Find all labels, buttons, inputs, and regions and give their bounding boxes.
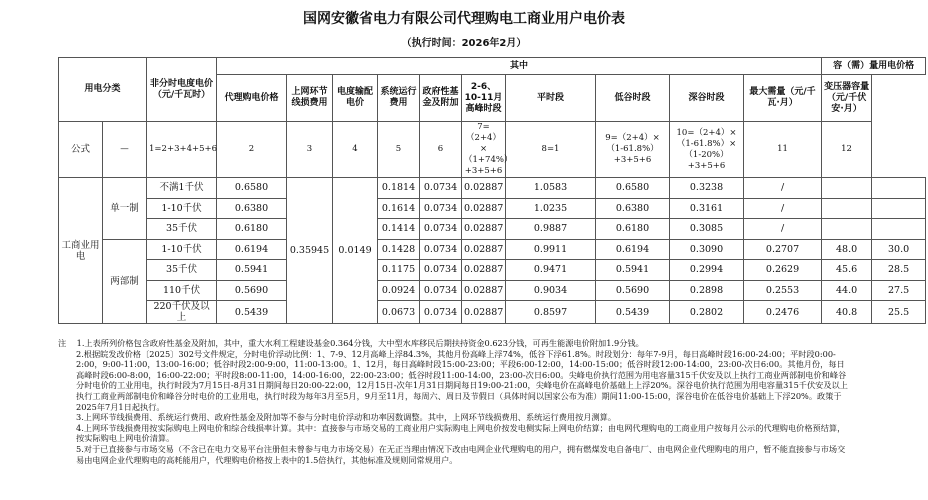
flat-price-cell: 0.5439 <box>596 301 670 324</box>
non-tou-price-cell: 0.6580 <box>217 178 287 199</box>
header-peak: 2-6、10-11月高峰时段 <box>462 75 506 122</box>
transmission-price-cell: 0.0673 <box>378 301 420 324</box>
valley-price-cell: 0.3238 <box>670 178 744 199</box>
system-cost-cell: 0.0734 <box>420 198 462 219</box>
price-table <box>58 57 926 324</box>
gov-fund-cell: 0.02887 <box>462 301 506 324</box>
header-category: 用电分类 <box>59 58 147 122</box>
voltage-level-cell: 1-10千伏 <box>147 198 217 219</box>
transformer-capacity-cell <box>872 198 926 219</box>
peak-price-cell: 0.9034 <box>506 280 596 301</box>
note-5: 5.对于已直接参与市场交易（不含已在电力交易平台注册但未曾参与电力市场交易）在无正当理由情况下改由电网企业代理购电的用户，拥有燃煤发电自备电厂、由电网企业代理购电的用户，暂不能直接参与市场交易由电网企业代理购电的高耗能用户，代理购电价格按上表中的1.5倍执行，其他标准及规则同常规用户。 <box>76 443 846 465</box>
transmission-price-cell: 0.1175 <box>378 260 420 281</box>
table-row <box>59 178 926 199</box>
system-cost-cell: 0.0734 <box>420 301 462 324</box>
note-1: 注 1.上表所列价格包含政府性基金及附加，其中，重大水利工程建设基金0.364分钱，大中型水库移民后期扶持资金0.623分钱，可再生能源电价附加1.9分钱。 <box>58 338 644 348</box>
deep-valley-price-cell: / <box>744 178 822 199</box>
system-cost-cell: 0.0734 <box>420 260 462 281</box>
dual-system-cell: 两部制 <box>103 239 147 324</box>
non-tou-price-cell: 0.6380 <box>217 198 287 219</box>
voltage-level-cell: 110千伏 <box>147 280 217 301</box>
formula-voltage: — <box>103 122 147 178</box>
header-non-tou-price: 非分时电度电价（元/千瓦时） <box>147 58 217 122</box>
table-row <box>59 260 926 281</box>
formula-c6: 6 <box>420 122 462 178</box>
header-deep-valley: 深谷时段 <box>670 75 744 122</box>
max-demand-cell <box>822 198 872 219</box>
system-cost-cell: 0.0734 <box>420 219 462 240</box>
valley-price-cell: 0.3161 <box>670 198 744 219</box>
max-demand-cell <box>822 219 872 240</box>
max-demand-cell: 40.8 <box>822 301 872 324</box>
max-demand-cell: 48.0 <box>822 239 872 260</box>
header-flat: 平时段 <box>506 75 596 122</box>
gov-fund-cell: 0.02887 <box>462 198 506 219</box>
non-tou-price-cell: 0.5941 <box>217 260 287 281</box>
peak-price-cell: 0.9471 <box>506 260 596 281</box>
transmission-price-cell: 0.1414 <box>378 219 420 240</box>
system-cost-cell: 0.0734 <box>420 239 462 260</box>
formula-row <box>59 122 926 178</box>
header-transmission-price: 电度输配电价 <box>333 75 378 122</box>
valley-price-cell: 0.2802 <box>670 301 744 324</box>
non-tou-price-cell: 0.5439 <box>217 301 287 324</box>
header-gov-fund: 政府性基金及附加 <box>420 75 462 122</box>
formula-c5: 5 <box>378 122 420 178</box>
voltage-level-cell: 35千伏 <box>147 260 217 281</box>
transmission-price-cell: 0.1614 <box>378 198 420 219</box>
transformer-capacity-cell: 30.0 <box>872 239 926 260</box>
formula-c8: 8=1 <box>506 122 596 178</box>
transformer-capacity-cell <box>872 219 926 240</box>
gov-fund-cell: 0.02887 <box>462 260 506 281</box>
system-cost-cell: 0.0734 <box>420 280 462 301</box>
formula-c10: 10=（2+4）×（1-61.8%）×（1-20%）+3+5+6 <box>670 122 744 178</box>
deep-valley-price-cell: 0.2553 <box>744 280 822 301</box>
table-row <box>59 198 926 219</box>
valley-price-cell: 0.2898 <box>670 280 744 301</box>
transformer-capacity-cell: 25.5 <box>872 301 926 324</box>
peak-price-cell: 1.0583 <box>506 178 596 199</box>
formula-c3: 3 <box>287 122 333 178</box>
transmission-price-cell: 0.1814 <box>378 178 420 199</box>
note-3: 3.上网环节线损费用、系统运行费用、政府性基金及附加等不参与分时电价浮动和功率因数调整。其中，上网环节线损费用、系统运行费用按月测算。 <box>76 412 617 423</box>
table-row <box>59 239 926 260</box>
formula-c2: 2 <box>217 122 287 178</box>
transmission-price-cell: 0.1428 <box>378 239 420 260</box>
max-demand-cell: 45.6 <box>822 260 872 281</box>
flat-price-cell: 0.6180 <box>596 219 670 240</box>
non-tou-price-cell: 0.5690 <box>217 280 287 301</box>
gov-fund-cell: 0.02887 <box>462 178 506 199</box>
voltage-level-cell: 不满1千伏 <box>147 178 217 199</box>
deep-valley-price-cell: / <box>744 219 822 240</box>
valley-price-cell: 0.2994 <box>670 260 744 281</box>
note-2: 2.根据皖发改价格〔2025〕302号文件规定，分时电价浮动比例：1、7-9、12月高峰上浮84.3%，其他月份高峰上浮74%，低谷下浮61.8%。时段划分：每年7-9月，每日高峰时段16:00-24:00；平时段0:00-2:00，9:00-11:00，13:00-16:00；低谷时段2:00-9:00，11:00-13:00。1、12月，每日高峰时段15:00-23:00；平段6:00-12:00，14:00-15:00；低谷时段12:00-14:00，23:00-次日6:00。其他月份，每日高峰时段6:00-8:00，16:00-22:00；平时段8:00-11:00，14:00-16:00，22:00-23:00；低谷时段11:00-14:00，23:00-次日6:00。尖峰电价执行范围为用电容量315千伏安及以上执行工商业两部制电价和峰谷分时电价的工业用电，执行时段为7月15日-8月31日期间每日20:00-22:00，12月15日-次年1月31日期间每日19:00-21:00，尖峰电价在高峰电价基础上上浮20%。深谷电价执行范围为用电容量315千伏安及以上执行工商业两部制电价和峰谷分时电价的工业用电，执行时段为每年3月至5月，9月至11月，每周六、周日及节假日（具体时间以国家公布为准）期间11:00-15:00，深谷电价在低谷电价基础上下浮20%。政策于2025年7月1日起执行。 <box>76 348 848 412</box>
document-title: 国网安徽省电力有限公司代理购电工商业用户电价表 <box>303 11 625 27</box>
formula-c11: 11 <box>744 122 822 178</box>
header-proxy-price: 代理购电价格 <box>217 75 287 122</box>
header-transformer-capacity: 变压器容量（元/千伏安·月） <box>822 75 872 122</box>
category-cell: 工商业用电 <box>59 178 103 324</box>
formula-non-tou: 1=2+3+4+5+6 <box>147 122 217 178</box>
deep-valley-price-cell: 0.2476 <box>744 301 822 324</box>
header-max-demand: 最大需量（元/千瓦·月） <box>744 75 822 122</box>
header-among: 其中 <box>217 58 822 75</box>
table-row <box>59 301 926 324</box>
formula-label: 公式 <box>59 122 103 178</box>
transformer-capacity-cell: 27.5 <box>872 280 926 301</box>
notes-label: 注 <box>58 338 67 348</box>
flat-price-cell: 0.6194 <box>596 239 670 260</box>
transformer-capacity-cell <box>872 178 926 199</box>
max-demand-cell <box>822 178 872 199</box>
transmission-price-cell: 0.0924 <box>378 280 420 301</box>
transformer-capacity-cell: 28.5 <box>872 260 926 281</box>
header-grid-loss: 上网环节线损费用 <box>287 75 333 122</box>
formula-c4: 4 <box>333 122 378 178</box>
note-4: 4.上网环节线损费用按实际购电上网电价和综合线损率计算。其中：直接参与市场交易的工商业用户实际购电上网电价按发电侧实际上网电价结算；由电网代理购电的工商业用户按每月公示的代理购电价格预结算，按实际购电上网电价清算。 <box>76 422 846 444</box>
gov-fund-cell: 0.02887 <box>462 239 506 260</box>
flat-price-cell: 0.5941 <box>596 260 670 281</box>
formula-c9: 9=（2+4）×（1-61.8%）+3+5+6 <box>596 122 670 178</box>
header-valley: 低谷时段 <box>596 75 670 122</box>
table-row <box>59 280 926 301</box>
peak-price-cell: 0.9911 <box>506 239 596 260</box>
max-demand-cell: 44.0 <box>822 280 872 301</box>
gov-fund-cell: 0.02887 <box>462 219 506 240</box>
flat-price-cell: 0.6580 <box>596 178 670 199</box>
voltage-level-cell: 220千伏及以上 <box>147 301 217 324</box>
grid-loss-cell: 0.0149 <box>333 178 378 324</box>
formula-c7: 7=（2+4）×（1+74%）+3+5+6 <box>462 122 506 178</box>
peak-price-cell: 1.0235 <box>506 198 596 219</box>
voltage-level-cell: 35千伏 <box>147 219 217 240</box>
valley-price-cell: 0.3085 <box>670 219 744 240</box>
peak-price-cell: 0.9887 <box>506 219 596 240</box>
header-system-cost: 系统运行费用 <box>378 75 420 122</box>
single-system-cell: 单一制 <box>103 178 147 240</box>
notes-section <box>58 338 848 465</box>
peak-price-cell: 0.8597 <box>506 301 596 324</box>
proxy-price-cell: 0.35945 <box>287 178 333 324</box>
valley-price-cell: 0.3090 <box>670 239 744 260</box>
gov-fund-cell: 0.02887 <box>462 280 506 301</box>
non-tou-price-cell: 0.6194 <box>217 239 287 260</box>
formula-c12: 12 <box>822 122 872 178</box>
deep-valley-price-cell: 0.2629 <box>744 260 822 281</box>
voltage-level-cell: 1-10千伏 <box>147 239 217 260</box>
system-cost-cell: 0.0734 <box>420 178 462 199</box>
deep-valley-price-cell: / <box>744 198 822 219</box>
non-tou-price-cell: 0.6180 <box>217 219 287 240</box>
table-row <box>59 219 926 240</box>
header-capacity-price: 容（需）量用电价格 <box>822 58 926 75</box>
deep-valley-price-cell: 0.2707 <box>744 239 822 260</box>
flat-price-cell: 0.6380 <box>596 198 670 219</box>
flat-price-cell: 0.5690 <box>596 280 670 301</box>
effective-date: （执行时间：2026年2月） <box>401 38 527 49</box>
